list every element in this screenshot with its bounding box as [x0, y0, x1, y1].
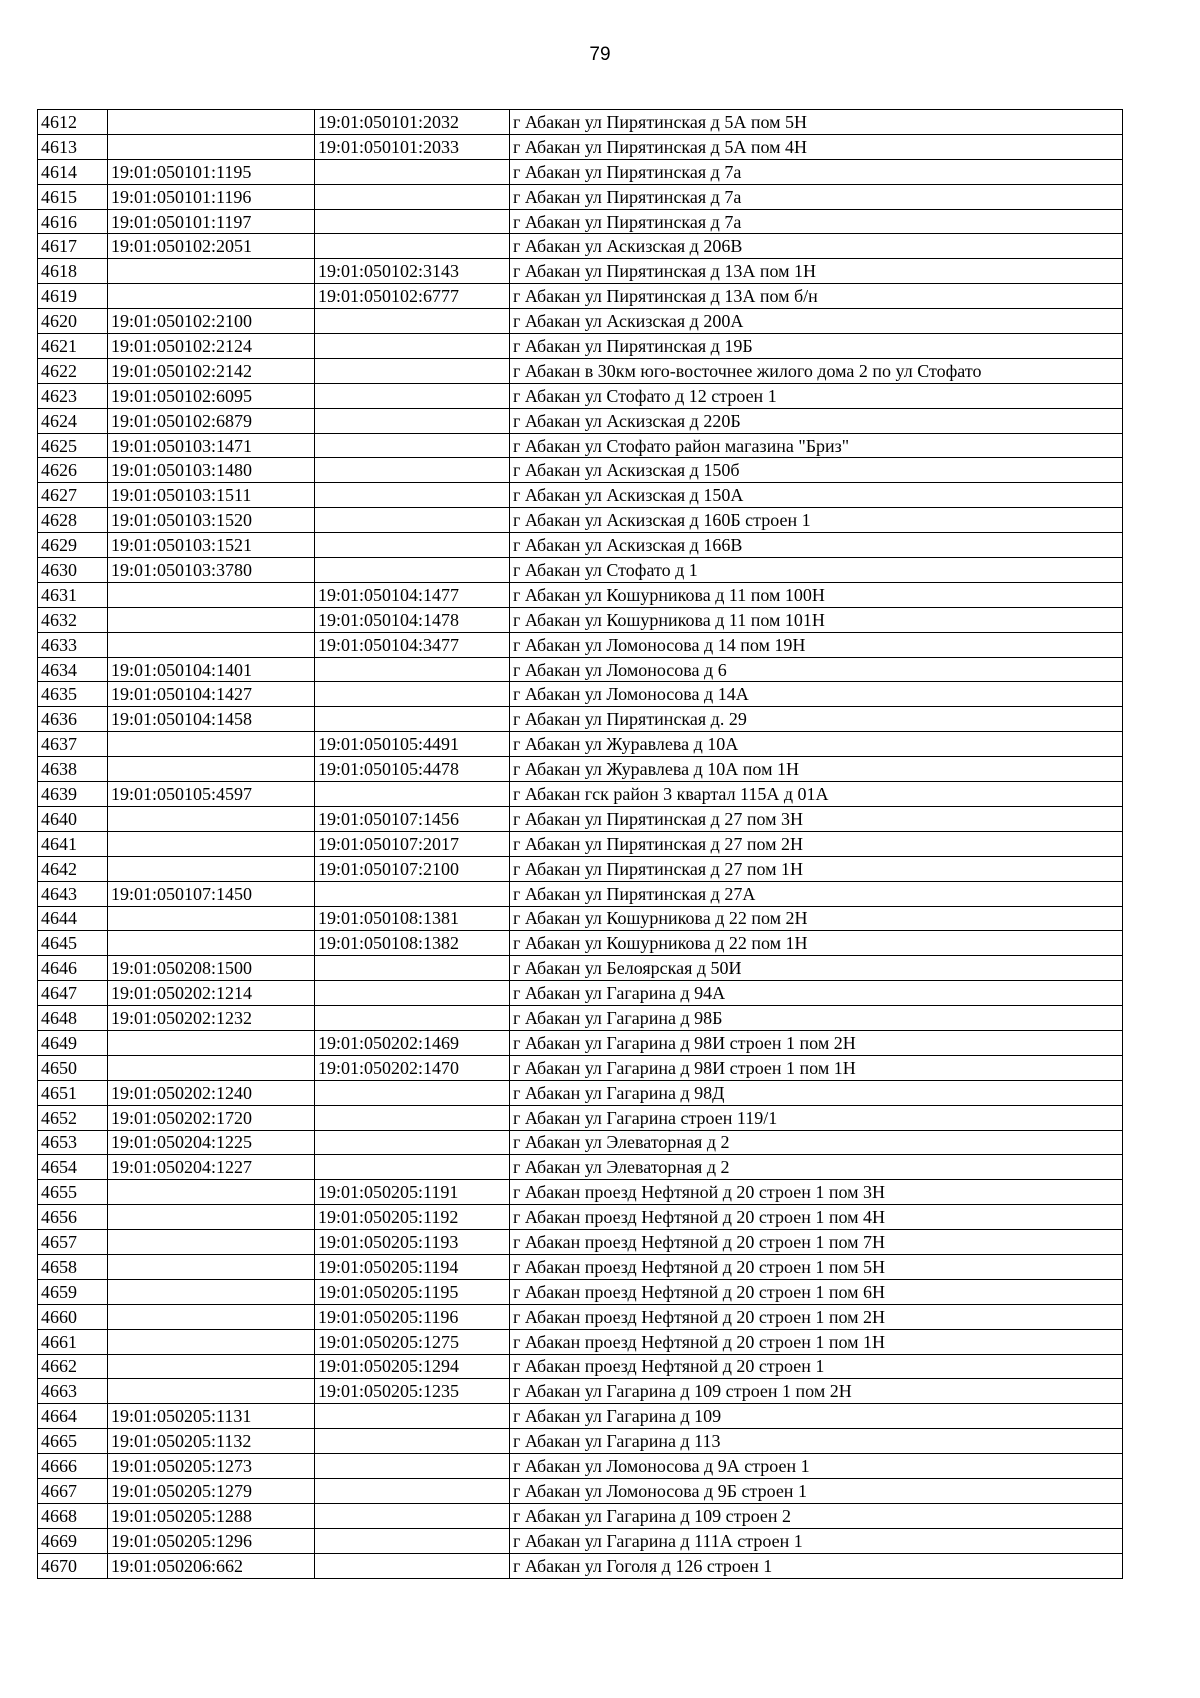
- object-cadastral-number-cell: 19:01:050102:3143: [315, 259, 510, 284]
- object-cadastral-number-cell: [315, 483, 510, 508]
- table-row: [38, 533, 1123, 558]
- address-cell: г Абакан ул Ломоносова д 9А строен 1: [510, 1454, 1123, 1479]
- row-number-cell: 4654: [38, 1155, 108, 1180]
- object-cadastral-number-cell: [315, 309, 510, 334]
- row-number-cell: 4649: [38, 1030, 108, 1055]
- table-row: [38, 284, 1123, 309]
- row-number-cell: 4616: [38, 209, 108, 234]
- object-cadastral-number-cell: [315, 209, 510, 234]
- cadastral-number-cell: 19:01:050202:1720: [108, 1105, 315, 1130]
- row-number-cell: 4617: [38, 234, 108, 259]
- row-number-cell: 4615: [38, 184, 108, 209]
- address-cell: г Абакан ул Гагарина д 98И строен 1 пом 2Н: [510, 1030, 1123, 1055]
- table-row: [38, 1304, 1123, 1329]
- address-cell: г Абакан ул Стофато д 12 строен 1: [510, 383, 1123, 408]
- table-row: [38, 159, 1123, 184]
- row-number-cell: 4633: [38, 632, 108, 657]
- row-number-cell: 4629: [38, 533, 108, 558]
- address-cell: г Абакан ул Ломоносова д 9Б строен 1: [510, 1478, 1123, 1503]
- row-number-cell: 4669: [38, 1528, 108, 1553]
- cadastral-number-cell: [108, 1279, 315, 1304]
- address-cell: г Абакан проезд Нефтяной д 20 строен 1: [510, 1354, 1123, 1379]
- table-row: [38, 1254, 1123, 1279]
- object-cadastral-number-cell: 19:01:050108:1382: [315, 931, 510, 956]
- row-number-cell: 4652: [38, 1105, 108, 1130]
- address-cell: г Абакан ул Пирятинская д 7а: [510, 184, 1123, 209]
- object-cadastral-number-cell: 19:01:050205:1275: [315, 1329, 510, 1354]
- address-cell: г Абакан ул Пирятинская д 27 пом 1Н: [510, 856, 1123, 881]
- table-row: [38, 334, 1123, 359]
- table-row: [38, 1528, 1123, 1553]
- table-row: [38, 1379, 1123, 1404]
- address-cell: г Абакан проезд Нефтяной д 20 строен 1 пом 7Н: [510, 1230, 1123, 1255]
- address-cell: г Абакан ул Кошурникова д 11 пом 100Н: [510, 582, 1123, 607]
- cadastral-number-cell: [108, 1379, 315, 1404]
- address-cell: г Абакан ул Кошурникова д 22 пом 1Н: [510, 931, 1123, 956]
- row-number-cell: 4614: [38, 159, 108, 184]
- address-cell: г Абакан ул Журавлева д 10А: [510, 732, 1123, 757]
- address-cell: г Абакан ул Элеваторная д 2: [510, 1155, 1123, 1180]
- object-cadastral-number-cell: 19:01:050205:1294: [315, 1354, 510, 1379]
- cadastral-number-cell: 19:01:050102:6095: [108, 383, 315, 408]
- address-cell: г Абакан ул Гагарина д 98Б: [510, 1006, 1123, 1031]
- table-row: [38, 582, 1123, 607]
- object-cadastral-number-cell: 19:01:050107:1456: [315, 806, 510, 831]
- table-row: [38, 1404, 1123, 1429]
- table-row: [38, 558, 1123, 583]
- table-row: [38, 184, 1123, 209]
- row-number-cell: 4637: [38, 732, 108, 757]
- cadastral-number-cell: 19:01:050204:1225: [108, 1130, 315, 1155]
- cadastral-number-cell: 19:01:050103:1480: [108, 458, 315, 483]
- object-cadastral-number-cell: [315, 881, 510, 906]
- row-number-cell: 4665: [38, 1429, 108, 1454]
- object-cadastral-number-cell: 19:01:050101:2033: [315, 134, 510, 159]
- cadastral-number-cell: [108, 1205, 315, 1230]
- row-number-cell: 4621: [38, 334, 108, 359]
- address-cell: г Абакан ул Элеваторная д 2: [510, 1130, 1123, 1155]
- row-number-cell: 4641: [38, 831, 108, 856]
- object-cadastral-number-cell: 19:01:050104:1477: [315, 582, 510, 607]
- address-cell: г Абакан ул Пирятинская д 13А пом 1Н: [510, 259, 1123, 284]
- cadastral-number-cell: 19:01:050101:1195: [108, 159, 315, 184]
- object-cadastral-number-cell: [315, 1503, 510, 1528]
- row-number-cell: 4634: [38, 657, 108, 682]
- table-row: [38, 433, 1123, 458]
- object-cadastral-number-cell: [315, 1404, 510, 1429]
- table-row: [38, 1006, 1123, 1031]
- object-cadastral-number-cell: 19:01:050101:2032: [315, 110, 510, 135]
- object-cadastral-number-cell: 19:01:050102:6777: [315, 284, 510, 309]
- table-row: [38, 906, 1123, 931]
- address-cell: г Абакан ул Гагарина д 109 строен 2: [510, 1503, 1123, 1528]
- object-cadastral-number-cell: [315, 533, 510, 558]
- object-cadastral-number-cell: 19:01:050105:4478: [315, 757, 510, 782]
- row-number-cell: 4645: [38, 931, 108, 956]
- address-cell: г Абакан ул Кошурникова д 22 пом 2Н: [510, 906, 1123, 931]
- row-number-cell: 4624: [38, 408, 108, 433]
- object-cadastral-number-cell: [315, 1553, 510, 1578]
- address-cell: г Абакан ул Аскизская д 150А: [510, 483, 1123, 508]
- cadastral-number-cell: 19:01:050205:1288: [108, 1503, 315, 1528]
- object-cadastral-number-cell: 19:01:050104:1478: [315, 607, 510, 632]
- cadastral-number-cell: 19:01:050205:1132: [108, 1429, 315, 1454]
- table-row: [38, 110, 1123, 135]
- object-cadastral-number-cell: 19:01:050107:2100: [315, 856, 510, 881]
- table-row: [38, 1130, 1123, 1155]
- table-row: [38, 931, 1123, 956]
- object-cadastral-number-cell: 19:01:050202:1470: [315, 1055, 510, 1080]
- object-cadastral-number-cell: [315, 956, 510, 981]
- cadastral-number-cell: 19:01:050205:1296: [108, 1528, 315, 1553]
- object-cadastral-number-cell: [315, 981, 510, 1006]
- object-cadastral-number-cell: [315, 1155, 510, 1180]
- row-number-cell: 4661: [38, 1329, 108, 1354]
- object-cadastral-number-cell: [315, 234, 510, 259]
- row-number-cell: 4638: [38, 757, 108, 782]
- row-number-cell: 4644: [38, 906, 108, 931]
- table-row: [38, 1080, 1123, 1105]
- cadastral-number-cell: 19:01:050101:1197: [108, 209, 315, 234]
- cadastral-number-cell: 19:01:050205:1273: [108, 1454, 315, 1479]
- table-row: [38, 1180, 1123, 1205]
- row-number-cell: 4631: [38, 582, 108, 607]
- object-cadastral-number-cell: [315, 1006, 510, 1031]
- table-row: [38, 1553, 1123, 1578]
- row-number-cell: 4664: [38, 1404, 108, 1429]
- row-number-cell: 4627: [38, 483, 108, 508]
- cadastral-number-cell: 19:01:050205:1279: [108, 1478, 315, 1503]
- row-number-cell: 4622: [38, 358, 108, 383]
- address-cell: г Абакан ул Пирятинская д 27 пом 2Н: [510, 831, 1123, 856]
- cadastral-number-cell: 19:01:050205:1131: [108, 1404, 315, 1429]
- row-number-cell: 4660: [38, 1304, 108, 1329]
- object-cadastral-number-cell: [315, 1080, 510, 1105]
- table-row: [38, 259, 1123, 284]
- cadastral-number-cell: 19:01:050202:1232: [108, 1006, 315, 1031]
- table-row: [38, 732, 1123, 757]
- table-row: [38, 1478, 1123, 1503]
- table-row: [38, 1105, 1123, 1130]
- address-cell: г Абакан ул Гагарина д 111А строен 1: [510, 1528, 1123, 1553]
- cadastral-number-cell: 19:01:050104:1427: [108, 682, 315, 707]
- table-row: [38, 458, 1123, 483]
- address-cell: г Абакан ул Пирятинская д 27 пом 3Н: [510, 806, 1123, 831]
- object-cadastral-number-cell: [315, 682, 510, 707]
- cadastral-number-cell: [108, 110, 315, 135]
- object-cadastral-number-cell: [315, 508, 510, 533]
- object-cadastral-number-cell: [315, 383, 510, 408]
- address-cell: г Абакан ул Ломоносова д 14А: [510, 682, 1123, 707]
- cadastral-number-cell: 19:01:050107:1450: [108, 881, 315, 906]
- row-number-cell: 4648: [38, 1006, 108, 1031]
- table-row: [38, 632, 1123, 657]
- object-cadastral-number-cell: [315, 358, 510, 383]
- table-row: [38, 657, 1123, 682]
- cadastral-number-cell: [108, 134, 315, 159]
- row-number-cell: 4642: [38, 856, 108, 881]
- object-cadastral-number-cell: 19:01:050202:1469: [315, 1030, 510, 1055]
- cadastral-number-cell: [108, 1055, 315, 1080]
- table-row: [38, 1329, 1123, 1354]
- object-cadastral-number-cell: [315, 159, 510, 184]
- cadastral-number-cell: 19:01:050102:2124: [108, 334, 315, 359]
- table-row: [38, 607, 1123, 632]
- table-row: [38, 1155, 1123, 1180]
- row-number-cell: 4668: [38, 1503, 108, 1528]
- address-cell: г Абакан ул Пирятинская д. 29: [510, 707, 1123, 732]
- address-cell: г Абакан ул Белоярская д 50И: [510, 956, 1123, 981]
- row-number-cell: 4636: [38, 707, 108, 732]
- address-cell: г Абакан ул Ломоносова д 6: [510, 657, 1123, 682]
- address-cell: г Абакан ул Гагарина д 98Д: [510, 1080, 1123, 1105]
- address-cell: г Абакан ул Гагарина д 109 строен 1 пом 2Н: [510, 1379, 1123, 1404]
- cadastral-number-cell: [108, 1354, 315, 1379]
- address-cell: г Абакан ул Пирятинская д 5А пом 5Н: [510, 110, 1123, 135]
- object-cadastral-number-cell: 19:01:050205:1235: [315, 1379, 510, 1404]
- address-cell: г Абакан ул Пирятинская д 7а: [510, 209, 1123, 234]
- object-cadastral-number-cell: [315, 1130, 510, 1155]
- object-cadastral-number-cell: [315, 707, 510, 732]
- table-row: [38, 383, 1123, 408]
- table-row: [38, 981, 1123, 1006]
- cadastral-number-cell: [108, 1254, 315, 1279]
- address-cell: г Абакан ул Стофато д 1: [510, 558, 1123, 583]
- table-row: [38, 209, 1123, 234]
- table-row: [38, 1230, 1123, 1255]
- address-cell: г Абакан ул Кошурникова д 11 пом 101Н: [510, 607, 1123, 632]
- table-row: [38, 358, 1123, 383]
- object-cadastral-number-cell: [315, 1105, 510, 1130]
- row-number-cell: 4658: [38, 1254, 108, 1279]
- cadastral-number-cell: 19:01:050102:2051: [108, 234, 315, 259]
- address-cell: г Абакан ул Пирятинская д 5А пом 4Н: [510, 134, 1123, 159]
- row-number-cell: 4640: [38, 806, 108, 831]
- cadastral-number-cell: [108, 856, 315, 881]
- object-cadastral-number-cell: [315, 433, 510, 458]
- object-cadastral-number-cell: 19:01:050205:1192: [315, 1205, 510, 1230]
- cadastral-number-cell: 19:01:050103:1521: [108, 533, 315, 558]
- table-row: [38, 1429, 1123, 1454]
- cadastral-number-cell: [108, 831, 315, 856]
- object-cadastral-number-cell: 19:01:050205:1194: [315, 1254, 510, 1279]
- object-cadastral-number-cell: 19:01:050107:2017: [315, 831, 510, 856]
- object-cadastral-number-cell: 19:01:050104:3477: [315, 632, 510, 657]
- cadastral-number-cell: [108, 806, 315, 831]
- row-number-cell: 4618: [38, 259, 108, 284]
- row-number-cell: 4659: [38, 1279, 108, 1304]
- object-cadastral-number-cell: [315, 1429, 510, 1454]
- table-row: [38, 881, 1123, 906]
- table-row: [38, 856, 1123, 881]
- cadastral-number-cell: [108, 284, 315, 309]
- cadastral-number-cell: 19:01:050103:1511: [108, 483, 315, 508]
- address-cell: г Абакан ул Аскизская д 220Б: [510, 408, 1123, 433]
- object-cadastral-number-cell: [315, 334, 510, 359]
- object-cadastral-number-cell: [315, 558, 510, 583]
- address-cell: г Абакан в 30км юго-восточнее жилого дома 2 по ул Стофато: [510, 358, 1123, 383]
- row-number-cell: 4643: [38, 881, 108, 906]
- address-cell: г Абакан проезд Нефтяной д 20 строен 1 пом 3Н: [510, 1180, 1123, 1205]
- row-number-cell: 4623: [38, 383, 108, 408]
- address-cell: г Абакан ул Аскизская д 206В: [510, 234, 1123, 259]
- page-number: 79: [589, 44, 611, 65]
- address-cell: г Абакан ул Аскизская д 150б: [510, 458, 1123, 483]
- row-number-cell: 4657: [38, 1230, 108, 1255]
- cadastral-number-cell: 19:01:050105:4597: [108, 782, 315, 807]
- object-cadastral-number-cell: [315, 408, 510, 433]
- table-row: [38, 1503, 1123, 1528]
- cadastral-number-cell: 19:01:050104:1401: [108, 657, 315, 682]
- address-cell: г Абакан проезд Нефтяной д 20 строен 1 пом 4Н: [510, 1205, 1123, 1230]
- cadastral-number-cell: 19:01:050208:1500: [108, 956, 315, 981]
- address-cell: г Абакан ул Гагарина строен 119/1: [510, 1105, 1123, 1130]
- address-cell: г Абакан ул Ломоносова д 14 пом 19Н: [510, 632, 1123, 657]
- object-cadastral-number-cell: 19:01:050205:1195: [315, 1279, 510, 1304]
- table-row: [38, 508, 1123, 533]
- address-cell: г Абакан ул Пирятинская д 13А пом б/н: [510, 284, 1123, 309]
- cadastral-number-cell: 19:01:050102:6879: [108, 408, 315, 433]
- row-number-cell: 4646: [38, 956, 108, 981]
- table-row: [38, 1279, 1123, 1304]
- address-cell: г Абакан проезд Нефтяной д 20 строен 1 пом 1Н: [510, 1329, 1123, 1354]
- cadastral-number-cell: [108, 1304, 315, 1329]
- cadastral-number-cell: 19:01:050101:1196: [108, 184, 315, 209]
- cadastral-number-cell: 19:01:050102:2100: [108, 309, 315, 334]
- cadastral-number-cell: 19:01:050103:1520: [108, 508, 315, 533]
- row-number-cell: 4650: [38, 1055, 108, 1080]
- address-cell: г Абакан ул Гагарина д 113: [510, 1429, 1123, 1454]
- object-cadastral-number-cell: [315, 782, 510, 807]
- row-number-cell: 4655: [38, 1180, 108, 1205]
- cadastral-number-cell: [108, 259, 315, 284]
- cadastral-number-cell: 19:01:050104:1458: [108, 707, 315, 732]
- cadastral-number-cell: [108, 582, 315, 607]
- cadastral-number-cell: [108, 1180, 315, 1205]
- table-row: [38, 782, 1123, 807]
- table-row: [38, 1055, 1123, 1080]
- address-cell: г Абакан ул Гагарина д 109: [510, 1404, 1123, 1429]
- table-row: [38, 1454, 1123, 1479]
- address-cell: г Абакан проезд Нефтяной д 20 строен 1 пом 2Н: [510, 1304, 1123, 1329]
- table-row: [38, 956, 1123, 981]
- row-number-cell: 4632: [38, 607, 108, 632]
- cadastral-number-cell: [108, 1329, 315, 1354]
- table-row: [38, 1354, 1123, 1379]
- row-number-cell: 4666: [38, 1454, 108, 1479]
- cadastral-number-cell: [108, 1230, 315, 1255]
- cadastral-number-cell: 19:01:050202:1214: [108, 981, 315, 1006]
- address-cell: г Абакан ул Гоголя д 126 строен 1: [510, 1553, 1123, 1578]
- table-row: [38, 1030, 1123, 1055]
- row-number-cell: 4628: [38, 508, 108, 533]
- address-cell: г Абакан ул Пирятинская д 7а: [510, 159, 1123, 184]
- table-row: [38, 707, 1123, 732]
- row-number-cell: 4651: [38, 1080, 108, 1105]
- address-cell: г Абакан ул Пирятинская д 19Б: [510, 334, 1123, 359]
- cadastral-number-cell: 19:01:050103:3780: [108, 558, 315, 583]
- row-number-cell: 4647: [38, 981, 108, 1006]
- row-number-cell: 4656: [38, 1205, 108, 1230]
- row-number-cell: 4612: [38, 110, 108, 135]
- address-cell: г Абакан проезд Нефтяной д 20 строен 1 пом 5Н: [510, 1254, 1123, 1279]
- row-number-cell: 4635: [38, 682, 108, 707]
- table-row: [38, 408, 1123, 433]
- address-cell: г Абакан ул Аскизская д 160Б строен 1: [510, 508, 1123, 533]
- row-number-cell: 4653: [38, 1130, 108, 1155]
- row-number-cell: 4613: [38, 134, 108, 159]
- cadastral-number-cell: [108, 732, 315, 757]
- address-cell: г Абакан ул Пирятинская д 27А: [510, 881, 1123, 906]
- object-cadastral-number-cell: 19:01:050205:1191: [315, 1180, 510, 1205]
- cadastral-number-cell: [108, 906, 315, 931]
- address-cell: г Абакан ул Стофато район магазина "Бриз": [510, 433, 1123, 458]
- address-cell: г Абакан гск район 3 квартал 115А д 01А: [510, 782, 1123, 807]
- registry-table: [37, 109, 1123, 1579]
- table-row: [38, 806, 1123, 831]
- cadastral-number-cell: 19:01:050102:2142: [108, 358, 315, 383]
- object-cadastral-number-cell: 19:01:050105:4491: [315, 732, 510, 757]
- row-number-cell: 4670: [38, 1553, 108, 1578]
- address-cell: г Абакан ул Аскизская д 166В: [510, 533, 1123, 558]
- row-number-cell: 4630: [38, 558, 108, 583]
- table-row: [38, 757, 1123, 782]
- table-row: [38, 309, 1123, 334]
- address-cell: г Абакан проезд Нефтяной д 20 строен 1 пом 6Н: [510, 1279, 1123, 1304]
- row-number-cell: 4663: [38, 1379, 108, 1404]
- object-cadastral-number-cell: 19:01:050108:1381: [315, 906, 510, 931]
- object-cadastral-number-cell: [315, 458, 510, 483]
- object-cadastral-number-cell: [315, 1454, 510, 1479]
- cadastral-number-cell: 19:01:050202:1240: [108, 1080, 315, 1105]
- cadastral-number-cell: 19:01:050103:1471: [108, 433, 315, 458]
- row-number-cell: 4625: [38, 433, 108, 458]
- table-row: [38, 483, 1123, 508]
- address-cell: г Абакан ул Аскизская д 200А: [510, 309, 1123, 334]
- cadastral-number-cell: [108, 931, 315, 956]
- object-cadastral-number-cell: 19:01:050205:1193: [315, 1230, 510, 1255]
- table-row: [38, 682, 1123, 707]
- address-cell: г Абакан ул Гагарина д 94А: [510, 981, 1123, 1006]
- cadastral-number-cell: [108, 632, 315, 657]
- object-cadastral-number-cell: [315, 184, 510, 209]
- address-cell: г Абакан ул Журавлева д 10А пом 1Н: [510, 757, 1123, 782]
- row-number-cell: 4620: [38, 309, 108, 334]
- object-cadastral-number-cell: 19:01:050205:1196: [315, 1304, 510, 1329]
- row-number-cell: 4662: [38, 1354, 108, 1379]
- object-cadastral-number-cell: [315, 1528, 510, 1553]
- row-number-cell: 4639: [38, 782, 108, 807]
- object-cadastral-number-cell: [315, 1478, 510, 1503]
- row-number-cell: 4619: [38, 284, 108, 309]
- cadastral-number-cell: [108, 1030, 315, 1055]
- table-row: [38, 1205, 1123, 1230]
- table-row: [38, 234, 1123, 259]
- cadastral-number-cell: 19:01:050204:1227: [108, 1155, 315, 1180]
- address-cell: г Абакан ул Гагарина д 98И строен 1 пом 1Н: [510, 1055, 1123, 1080]
- cadastral-number-cell: [108, 607, 315, 632]
- object-cadastral-number-cell: [315, 657, 510, 682]
- registry-table-body: [38, 110, 1123, 1579]
- table-row: [38, 134, 1123, 159]
- cadastral-number-cell: [108, 757, 315, 782]
- row-number-cell: 4626: [38, 458, 108, 483]
- cadastral-number-cell: 19:01:050206:662: [108, 1553, 315, 1578]
- row-number-cell: 4667: [38, 1478, 108, 1503]
- table-row: [38, 831, 1123, 856]
